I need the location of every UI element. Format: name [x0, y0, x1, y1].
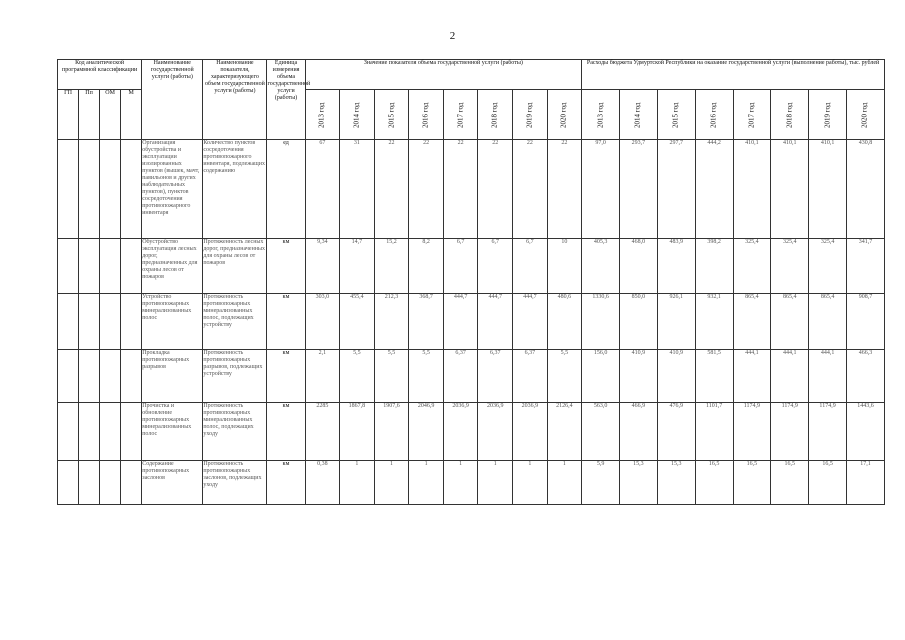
value-cell: 0,38 — [305, 461, 340, 505]
budget-cell: 1174,9 — [771, 403, 809, 461]
value-year-header — [409, 90, 444, 140]
budget-header: Расходы бюджета Удмуртской Республики на оказание государственной услуги (выполнение работы), тыс. рублей — [582, 60, 885, 90]
budget-cell: 444,1 — [733, 350, 771, 403]
value-year-header — [478, 90, 513, 140]
year-label: 2019 год — [525, 102, 534, 128]
year-label: 2017 год — [747, 102, 756, 128]
budget-cell: 15,3 — [620, 461, 658, 505]
indicator-cell: Количество пунктов сосредоточения противопожарного инвентаря, подлежащих содержанию — [203, 140, 267, 239]
year-label: 2015 год — [387, 102, 395, 128]
value-cell: 2046,9 — [409, 403, 444, 461]
budget-cell: 410,1 — [809, 140, 847, 239]
kod-cell — [58, 350, 79, 403]
kod-cell — [58, 140, 79, 239]
table-row — [58, 403, 885, 461]
budget-cell: 430,8 — [846, 140, 884, 239]
table-row — [58, 239, 885, 294]
value-year-header — [305, 90, 340, 140]
budget-cell: 5,9 — [582, 461, 620, 505]
unit-cell: км — [267, 461, 305, 505]
kod-cell — [100, 350, 121, 403]
budget-cell: 1174,9 — [809, 403, 847, 461]
budget-cell: 926,1 — [657, 294, 695, 350]
budget-year-header — [582, 90, 620, 140]
value-cell: 6,7 — [478, 239, 513, 294]
kod-m-header: М — [121, 90, 142, 140]
budget-year-header — [620, 90, 658, 140]
kod-cell — [121, 403, 142, 461]
year-label: 2016 год — [421, 102, 430, 128]
kod-cell — [79, 140, 100, 239]
budget-cell: 16,5 — [695, 461, 733, 505]
kod-cell — [121, 239, 142, 294]
value-cell: 1 — [443, 461, 478, 505]
value-cell: 5,5 — [409, 350, 444, 403]
kod-gp-header: ГП — [58, 90, 79, 140]
kod-header: Код аналитической программной классификации — [58, 60, 142, 90]
budget-cell: 908,7 — [846, 294, 884, 350]
value-cell: 2036,9 — [513, 403, 548, 461]
budget-cell: 1101,7 — [695, 403, 733, 461]
value-cell: 1 — [374, 461, 409, 505]
budget-cell: 405,3 — [582, 239, 620, 294]
value-cell: 2036,9 — [478, 403, 513, 461]
budget-cell: 297,7 — [657, 140, 695, 239]
budget-cell: 483,9 — [657, 239, 695, 294]
value-cell: 10 — [547, 239, 582, 294]
indicator-cell: Протяженность противопожарных разрывов, подлежащих устройству — [203, 350, 267, 403]
budget-cell: 15,3 — [657, 461, 695, 505]
budget-cell: 17,1 — [846, 461, 884, 505]
budget-cell: 325,4 — [809, 239, 847, 294]
value-cell: 5,5 — [340, 350, 375, 403]
kod-cell — [79, 403, 100, 461]
budget-cell: 398,2 — [695, 239, 733, 294]
year-label: 2018 год — [490, 102, 499, 128]
value-cell: 1 — [340, 461, 375, 505]
value-cell: 22 — [478, 140, 513, 239]
value-cell: 1 — [513, 461, 548, 505]
value-cell: 1867,8 — [340, 403, 375, 461]
table-row — [58, 350, 885, 403]
year-label: 2017 год — [456, 102, 465, 128]
table-row — [58, 461, 885, 505]
kod-cell — [121, 140, 142, 239]
value-cell: 303,0 — [305, 294, 340, 350]
year-label: 2015 год — [671, 102, 680, 128]
value-cell: 1 — [478, 461, 513, 505]
value-cell: 455,4 — [340, 294, 375, 350]
unit-cell: км — [267, 294, 305, 350]
value-year-header — [547, 90, 582, 140]
value-cell: 6,7 — [513, 239, 548, 294]
value-cell: 22 — [409, 140, 444, 239]
value-cell: 444,7 — [443, 294, 478, 350]
kod-cell — [58, 294, 79, 350]
kod-cell — [58, 239, 79, 294]
kod-cell — [79, 350, 100, 403]
budget-year-header — [657, 90, 695, 140]
service-cell: Прокладка противопожарных разрывов — [142, 350, 203, 403]
budget-cell: 293,7 — [620, 140, 658, 239]
budget-cell: 410,1 — [733, 140, 771, 239]
budget-cell: 325,4 — [733, 239, 771, 294]
indicator-cell: Протяженность лесных дорог, предназначенных для охраны лесов от пожаров — [203, 239, 267, 294]
value-year-header — [513, 90, 548, 140]
budget-cell: 932,1 — [695, 294, 733, 350]
year-label: 2020 год — [860, 102, 869, 128]
service-cell: Устройство противопожарных минерализованных полос — [142, 294, 203, 350]
value-cell: 31 — [340, 140, 375, 239]
kod-cell — [79, 239, 100, 294]
value-year-header — [340, 90, 375, 140]
year-label: 2020 год — [559, 102, 568, 128]
kod-cell — [100, 294, 121, 350]
value-year-header — [374, 90, 409, 140]
value-cell: 1 — [409, 461, 444, 505]
budget-cell: 563,0 — [582, 403, 620, 461]
budget-cell: 444,1 — [771, 350, 809, 403]
budget-cell: 410,9 — [620, 350, 658, 403]
budget-cell: 1443,6 — [846, 403, 884, 461]
kod-pp-header: Пп — [79, 90, 100, 140]
table-row — [58, 294, 885, 350]
unit-cell: км — [267, 403, 305, 461]
budget-year-header — [809, 90, 847, 140]
service-cell: Содержание противопожарных заслонов — [142, 461, 203, 505]
page-number: 2 — [449, 30, 456, 42]
budget-cell: 325,4 — [771, 239, 809, 294]
kod-cell — [121, 461, 142, 505]
year-label: 2019 год — [823, 102, 832, 128]
value-year-header — [443, 90, 478, 140]
indicator-name-header: Наименование показателя, характеризующего объем государственной услуги (работы) — [203, 60, 267, 140]
value-cell: 6,7 — [443, 239, 478, 294]
year-label: 2016 год — [709, 102, 718, 128]
value-cell: 6,37 — [513, 350, 548, 403]
value-cell: 1 — [547, 461, 582, 505]
service-cell: Организация обустройства и эксплуатации изолированных пунктов (вышек, мачт, павильонов и других наблюдательных пунктов), пунктов сосредоточения противопожарного инвентаря — [142, 140, 203, 239]
value-cell: 8,2 — [409, 239, 444, 294]
values-header: Значение показателя объема государственной услуги (работы) — [305, 60, 582, 90]
budget-cell: 865,4 — [809, 294, 847, 350]
unit-header: Единица измерения объема государственной услуги (работы) — [267, 60, 305, 140]
unit-cell: км — [267, 350, 305, 403]
budget-cell: 16,5 — [733, 461, 771, 505]
kod-cell — [121, 294, 142, 350]
kod-cell — [100, 239, 121, 294]
budget-cell: 865,4 — [733, 294, 771, 350]
value-cell: 2126,4 — [547, 403, 582, 461]
year-label: 2013 год — [596, 102, 605, 128]
value-cell: 368,7 — [409, 294, 444, 350]
kod-cell — [100, 140, 121, 239]
budget-cell: 850,0 — [620, 294, 658, 350]
budget-cell: 16,5 — [809, 461, 847, 505]
kod-cell — [121, 350, 142, 403]
service-cell: Обустройство эксплуатация лесных дорог, предназначенных для охраны лесов от пожаров — [142, 239, 203, 294]
budget-cell: 865,4 — [771, 294, 809, 350]
value-cell: 5,5 — [374, 350, 409, 403]
value-cell: 5,5 — [547, 350, 582, 403]
unit-cell: км — [267, 239, 305, 294]
budget-cell: 97,0 — [582, 140, 620, 239]
budget-cell: 476,9 — [657, 403, 695, 461]
value-cell: 480,6 — [547, 294, 582, 350]
budget-cell: 1174,9 — [733, 403, 771, 461]
budget-cell: 468,0 — [620, 239, 658, 294]
budget-cell: 410,1 — [771, 140, 809, 239]
value-cell: 67 — [305, 140, 340, 239]
kod-om-header: ОМ — [100, 90, 121, 140]
budget-year-header — [695, 90, 733, 140]
value-cell: 14,7 — [340, 239, 375, 294]
value-cell: 6,37 — [443, 350, 478, 403]
indicator-cell: Протяженность противопожарных минерализованных полос, подлежащих уходу — [203, 403, 267, 461]
indicator-cell: Протяженность противопожарных заслонов, подлежащих уходу — [203, 461, 267, 505]
budget-cell: 1330,6 — [582, 294, 620, 350]
kod-cell — [100, 403, 121, 461]
service-cell: Прочистка и обновление противопожарных минерализованных полос — [142, 403, 203, 461]
value-cell: 22 — [513, 140, 548, 239]
value-cell: 2036,9 — [443, 403, 478, 461]
year-label: 2018 год — [785, 102, 794, 128]
budget-year-header — [846, 90, 884, 140]
budget-year-header — [733, 90, 771, 140]
unit-cell: ед — [267, 140, 305, 239]
kod-cell — [79, 294, 100, 350]
budget-cell: 444,2 — [695, 140, 733, 239]
value-cell: 9,34 — [305, 239, 340, 294]
budget-cell: 410,9 — [657, 350, 695, 403]
value-cell: 444,7 — [513, 294, 548, 350]
value-cell: 2285 — [305, 403, 340, 461]
kod-cell — [79, 461, 100, 505]
value-cell: 22 — [374, 140, 409, 239]
value-cell: 22 — [443, 140, 478, 239]
table-row — [58, 140, 885, 239]
value-cell: 1907,6 — [374, 403, 409, 461]
kod-cell — [58, 403, 79, 461]
service-name-header: Наименование государственной услуги (работы) — [142, 60, 203, 140]
budget-cell: 581,5 — [695, 350, 733, 403]
value-cell: 2,1 — [305, 350, 340, 403]
value-cell: 6,37 — [478, 350, 513, 403]
value-cell: 15,2 — [374, 239, 409, 294]
budget-cell: 466,3 — [846, 350, 884, 403]
year-label: 2014 год — [633, 102, 642, 128]
value-cell: 22 — [547, 140, 582, 239]
budget-cell: 466,9 — [620, 403, 658, 461]
budget-year-header — [771, 90, 809, 140]
value-cell: 444,7 — [478, 294, 513, 350]
year-label: 2014 год — [352, 102, 361, 128]
budget-cell: 156,0 — [582, 350, 620, 403]
value-cell: 212,3 — [374, 294, 409, 350]
kod-cell — [58, 461, 79, 505]
budget-cell: 341,7 — [846, 239, 884, 294]
budget-cell: 16,5 — [771, 461, 809, 505]
services-table — [57, 59, 885, 505]
kod-cell — [100, 461, 121, 505]
indicator-cell: Протяженность противопожарных минерализованных полос, подлежащих устройству — [203, 294, 267, 350]
year-label: 2013 год — [317, 102, 326, 128]
budget-cell: 444,1 — [809, 350, 847, 403]
